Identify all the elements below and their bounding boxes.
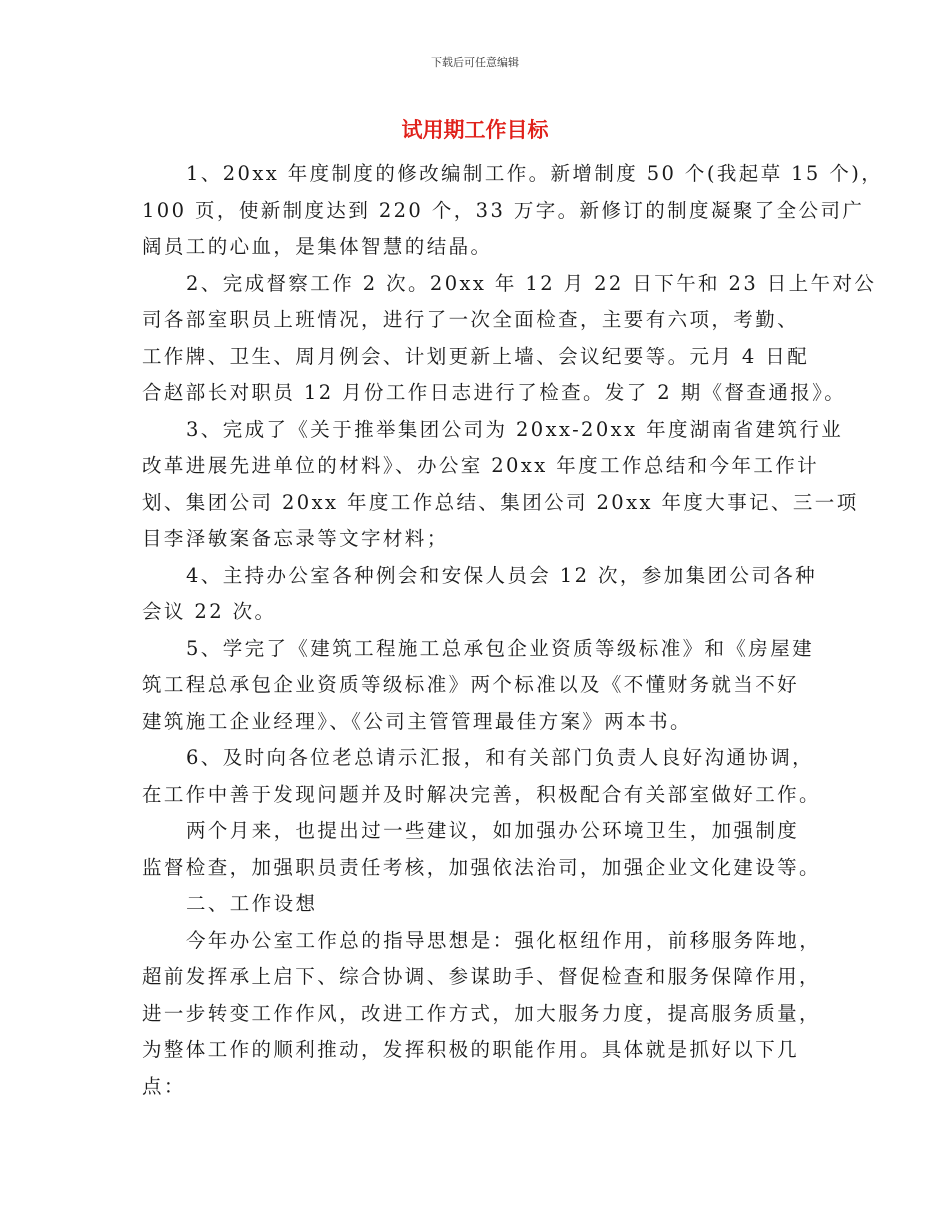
text-line: 点： [142,1074,186,1098]
text-line: 6、及时向各位老总请示汇报，和有关部门负责人良好沟通协调， [186,746,815,769]
text-line: 会议 22 次。 [142,600,277,623]
text-line: 1、20xx 年度制度的修改编制工作。新增制度 50 个(我起草 15 个)， [186,162,884,185]
text-line: 2、完成督察工作 2 次。20xx 年 12 月 22 日下午和 23 日上午对公 [186,271,877,295]
text-line: 合赵部长对职员 12 月份工作日志进行了检查。发了 2 期《督查通报》。 [142,381,847,404]
page-header-note: 下载后可任意编辑 [431,56,519,69]
document-body [142,162,884,1111]
text-line: 阔员工的心血，是集体智慧的结晶。 [142,235,493,258]
text-line: 超前发挥承上启下、综合协调、参谋助手、督促检查和服务保障作用， [142,965,821,988]
text-line: 目李泽敏案备忘录等文字材料； [142,527,449,550]
text-line: 5、学完了《建筑工程施工总承包企业资质等级标准》和《房屋建 [186,636,815,660]
text-line: 进一步转变工作作风，改进工作方式，加大服务力度，提高服务质量， [142,1001,821,1025]
text-line: 为整体工作的顺利推动，发挥积极的职能作用。具体就是抓好以下几 [142,1038,800,1061]
section-heading: 二、工作设想 [186,892,318,915]
text-line: 两个月来，也提出过一些建议，如加强办公环境卫生，加强制度 [186,819,800,842]
text-line: 3、完成了《关于推举集团公司为 20xx-20xx 年度湖南省建筑行业 [186,417,844,441]
text-line: 划、集团公司 20xx 年度工作总结、集团公司 20xx 年度大事记、三一项 [142,490,859,514]
text-line: 筑工程总承包企业资质等级标准》两个标准以及《不懂财务就当不好 [142,673,800,696]
text-line: 建筑施工企业经理》、《公司主管管理最佳方案》两本书。 [142,709,692,733]
text-line: 100 页，使新制度达到 220 个，33 万字。新修订的制度凝聚了全公司广 [142,198,865,222]
text-line: 今年办公室工作总的指导思想是：强化枢纽作用，前移服务阵地， [186,928,822,952]
text-line: 在工作中善于发现问题并及时解决完善，积极配合有关部室做好工作。 [142,782,821,806]
text-line: 工作牌、卫生、周月例会、计划更新上墙、会议纪要等。元月 4 日配 [142,344,810,368]
text-line: 监督检查，加强职员责任考核，加强依法治司，加强企业文化建设等。 [142,855,821,879]
text-line: 4、主持办公室各种例会和安保人员会 12 次，参加集团公司各种 [186,563,818,587]
text-line: 司各部室职员上班情况，进行了一次全面检查，主要有六项，考勤、 [142,308,800,331]
text-line: 改革进展先进单位的材料》、办公室 20xx 年度工作总结和今年工作计 [142,454,820,477]
document-title: 试用期工作目标 [401,118,549,142]
